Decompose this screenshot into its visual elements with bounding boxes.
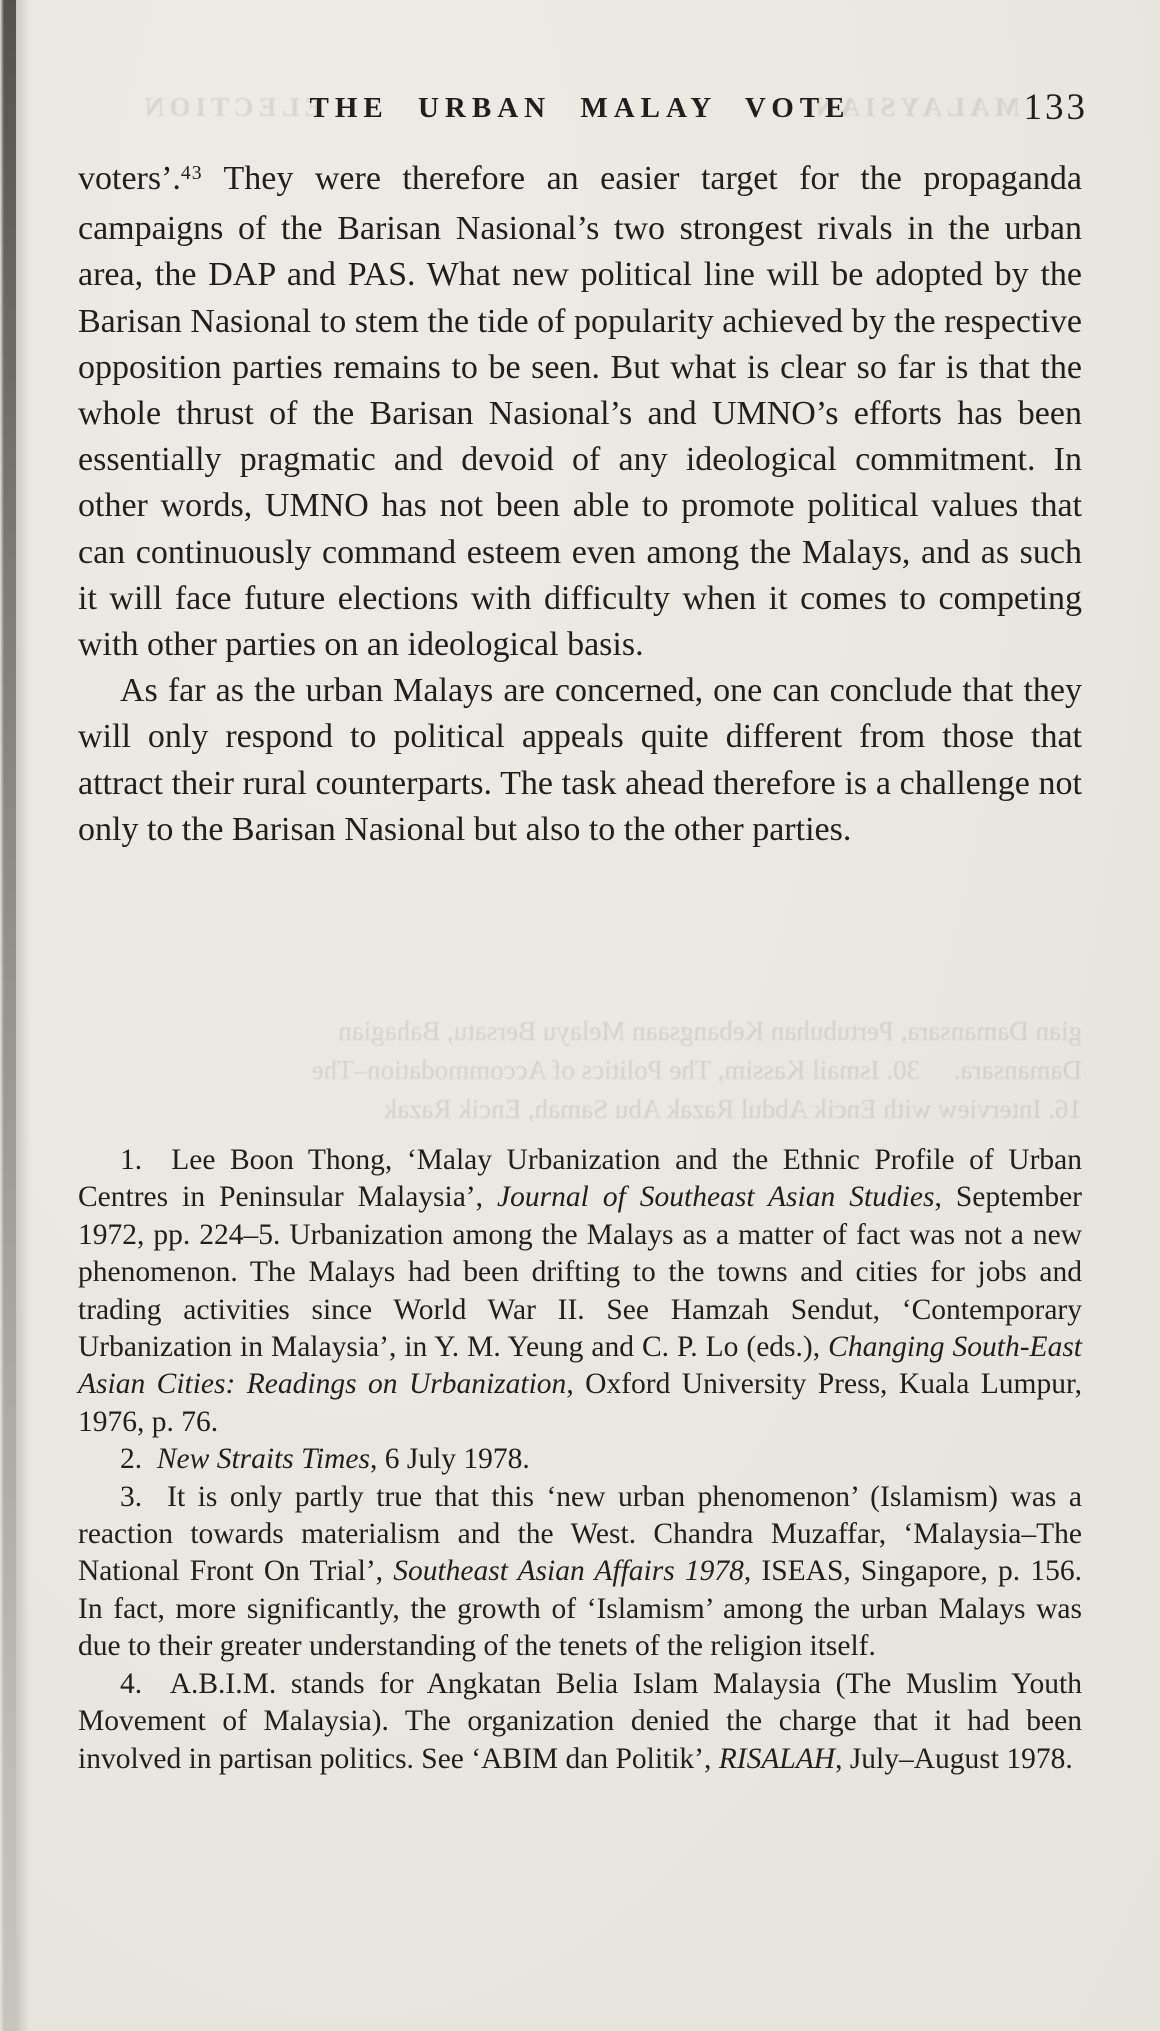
- page-edge-shadow: [0, 0, 16, 2031]
- footnote-4: 4. A.B.I.M. stands for Angkatan Belia Islam Malaysia (The Muslim Youth Movement of Malaysia). The organization denied the charge that it had been involved in partisan politics. See ‘ABIM dan Politik’, RISALAH, July–August 1978.: [78, 1667, 1082, 1775]
- bleedthrough-line: gian Damansara, Pertubuhan Kebangsaan Melayu Bersatu, Bahagian: [338, 1016, 1082, 1046]
- body-text-block: [78, 156, 1082, 853]
- footnote-3: 3. It is only partly true that this ‘new urban phenomenon’ (Islamism) was a reaction towards materialism and the West. Chandra Muzaffar, ‘Malaysia–The National Front On Trial’, Southeast Asian Affairs 1978, ISEAS, Singapore, p. 156. In fact, more significantly, the growth of ‘Islamism’ among the urban Malays was due to their greater understanding of the tenets of the religion itself.: [78, 1480, 1082, 1663]
- footnotes-block: [78, 1142, 1082, 1778]
- bleedthrough-header-word: ELECTION: [140, 92, 323, 122]
- footnote-2: 2. New Straits Times, 6 July 1978.: [120, 1443, 530, 1476]
- running-header-title: THE URBAN MALAY VOTE: [309, 92, 851, 124]
- bleedthrough-header-word: MALAYSIAN: [810, 92, 1020, 122]
- page-edge-fade: [16, 0, 30, 2031]
- page-number: 133: [1023, 87, 1088, 128]
- body-paragraph-1: voters’.$^{43}$ They were therefore an easier target for the propaganda campaigns of the Barisan Nasional’s two strongest rivals in the urban area, the DAP and PAS. What new political line will be adopted by the Barisan Nasional to stem the tide of popularity achieved by the respective opposition parties remains to be seen. But what is clear so far is that the whole thrust of the Barisan Nasional’s and UMNO’s efforts has been essentially pragmatic and devoid of any ideological commitment. In other words, UMNO has not been able to promote political values that can continuously command esteem even among the Malays, and as such it will face future elections with difficulty when it comes to competing with other parties on an ideological basis.: [78, 160, 1082, 664]
- bleedthrough-line: 16. Interview with Encik Abdul Razak Abu Samah, Encik Razak: [383, 1094, 1082, 1124]
- bleedthrough-lines: [78, 1012, 1082, 1129]
- footnote-1: 1. Lee Boon Thong, ‘Malay Urbanization and the Ethnic Profile of Urban Centres in Peninsular Malaysia’, Journal of Southeast Asian Studies, September 1972, pp. 224–5. Urbanization among the Malays as a matter of fact was not a new phenomenon. The Malays had been drifting to the towns and cities for jobs and trading activities since World War II. See Hamzah Sendut, ‘Contemporary Urbanization in Malaysia’, in Y. M. Yeung and C. P. Lo (eds.), Changing South-East Asian Cities: Readings on Urbanization, Oxford University Press, Kuala Lumpur, 1976, p. 76.: [78, 1144, 1083, 1438]
- running-header: [78, 87, 1088, 134]
- bleedthrough-line: Damansara. 30. Ismail Kassim, The Politics of Accommodation–The: [311, 1055, 1082, 1085]
- body-paragraph-2: As far as the urban Malays are concerned, one can conclude that they will only respond to political appeals quite different from those that attract their rural counterparts. The task ahead therefore is a challenge not only to the Barisan Nasional but also to the other parties.: [78, 672, 1082, 848]
